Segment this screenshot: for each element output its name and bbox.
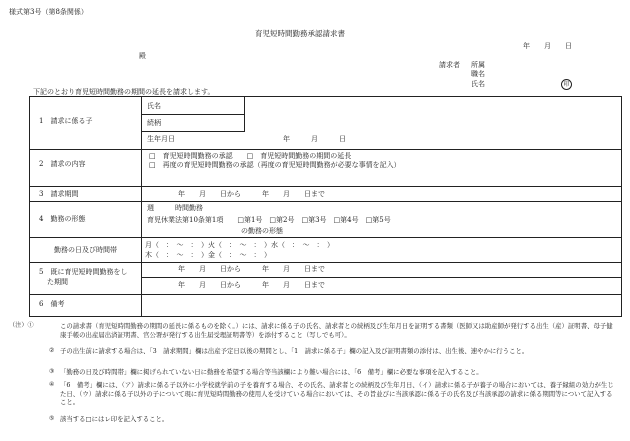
position-label: 職名 — [471, 70, 485, 78]
seal-mark: 印 — [561, 79, 572, 90]
period-row-label: 3 請求期間 — [39, 190, 79, 198]
content-row-label: 2 請求の内容 — [39, 160, 86, 168]
child-row-label: 1 請求に係る子 — [39, 117, 93, 125]
remarks-row-label: 6 備考 — [39, 300, 65, 308]
document-title: 育児短時間勤務承認請求書 — [255, 29, 345, 38]
child-name-label: 氏名 — [147, 102, 161, 110]
previous-period-label-1: 5 既に育児短時間勤務をし — [39, 268, 128, 276]
period-value[interactable]: 年 月 日から 年 月 日まで — [178, 190, 325, 198]
weekly-hours[interactable]: 週 時間勤務 — [147, 204, 203, 212]
request-form-table — [29, 96, 622, 317]
work-form-suffix: の勤務の形態 — [241, 227, 283, 235]
previous-period-1[interactable]: 年 月 日から 年 月 日まで — [178, 265, 325, 273]
note-4-mark: ④ — [49, 381, 55, 388]
addressee-suffix: 殿 — [139, 52, 146, 60]
content-option-1[interactable]: □ 育児短時間勤務の承認 □ 育児短時間勤務の期間の延長 — [149, 152, 352, 160]
name-label: 氏名 — [471, 80, 485, 88]
note-5-mark: ⑤ — [49, 415, 55, 422]
hours-line-1[interactable]: 月（ ： ～ ： ）火（ ： ～ ： ）水（ ： ～ ： ） — [145, 241, 334, 249]
content-option-2[interactable]: □ 再度の育児短時間勤務の承認（再度の育児短時間勤務が必要な事情を記入） — [149, 161, 401, 169]
work-form-clauses[interactable]: 育児休業法第10条第1項 □第1号 □第2号 □第3号 □第4号 □第5号 — [147, 216, 391, 224]
note-2-mark: ② — [49, 347, 55, 354]
note-3-mark: ③ — [49, 368, 55, 375]
note-5: 該当する□にはレ印を記入すること。 — [60, 415, 169, 423]
intro-text: 下記のとおり育児短時間勤務の期間の延長を請求します。 — [33, 88, 215, 96]
child-birth-value[interactable]: 年 月 日 — [283, 135, 346, 143]
note-4: 「6 備考」欄には、（ア）請求に係る子以外に小学校就学前の子を養育する場合、その氏名、請求者との続柄及び生年月日、（イ）請求に係る子が養子の場合においては、養子縁組の効力が生じた日、（ウ）請求に係る子以外の子について現に育児短時間勤務の使用人を受けている場合においては、その旨並びに当該承認に係る子の氏名及び当該承認の請求に係る期間等について記入すること。 — [60, 381, 614, 407]
note-3: 「勤務の日及び時間帯」欄に掲げられていない日に勤務を希望する場合等当該欄により難い場合には、「6 備考」欄に必要な事項を記入すること。 — [60, 368, 483, 376]
request-date[interactable]: 年 月 日 — [523, 42, 572, 50]
hours-row-label: 勤務の日及び時間帯 — [54, 246, 117, 254]
requester-label: 請求者 — [439, 61, 460, 69]
previous-period-2[interactable]: 年 月 日から 年 月 日まで — [178, 281, 325, 289]
affiliation-label: 所属 — [471, 61, 485, 69]
note-2: 子の出生前に請求する場合は、「3 請求期間」欄は出産予定日以後の期間とし、「1 請求に係る子」欄の記入及び証明書類の添付は、出生後、速やかに行うこと。 — [60, 347, 529, 355]
notes-label: （注）① — [9, 322, 34, 329]
hours-line-2[interactable]: 木（ ： ～ ： ）金（ ： ～ ： ） — [145, 251, 271, 259]
previous-period-label-2: た期間 — [47, 278, 68, 286]
child-relation-label: 続柄 — [147, 119, 161, 127]
form-number: 様式第3号（第8条関係） — [9, 8, 88, 16]
note-1: この請求書（育児短時間勤務の期間の延長に係るものを除く。）には、請求に係る子の氏名、請求者との続柄及び生年月日を証明する書類（医師又は助産師が発行する出生（産）証明書、母子健康手帳の出産届出済証明書、官公署が発行する出生届受理証明書等）を添付すること（写しでも可）。 — [60, 322, 613, 339]
child-birth-label: 生年月日 — [147, 135, 175, 143]
work-form-row-label: 4 勤務の形態 — [39, 215, 86, 223]
